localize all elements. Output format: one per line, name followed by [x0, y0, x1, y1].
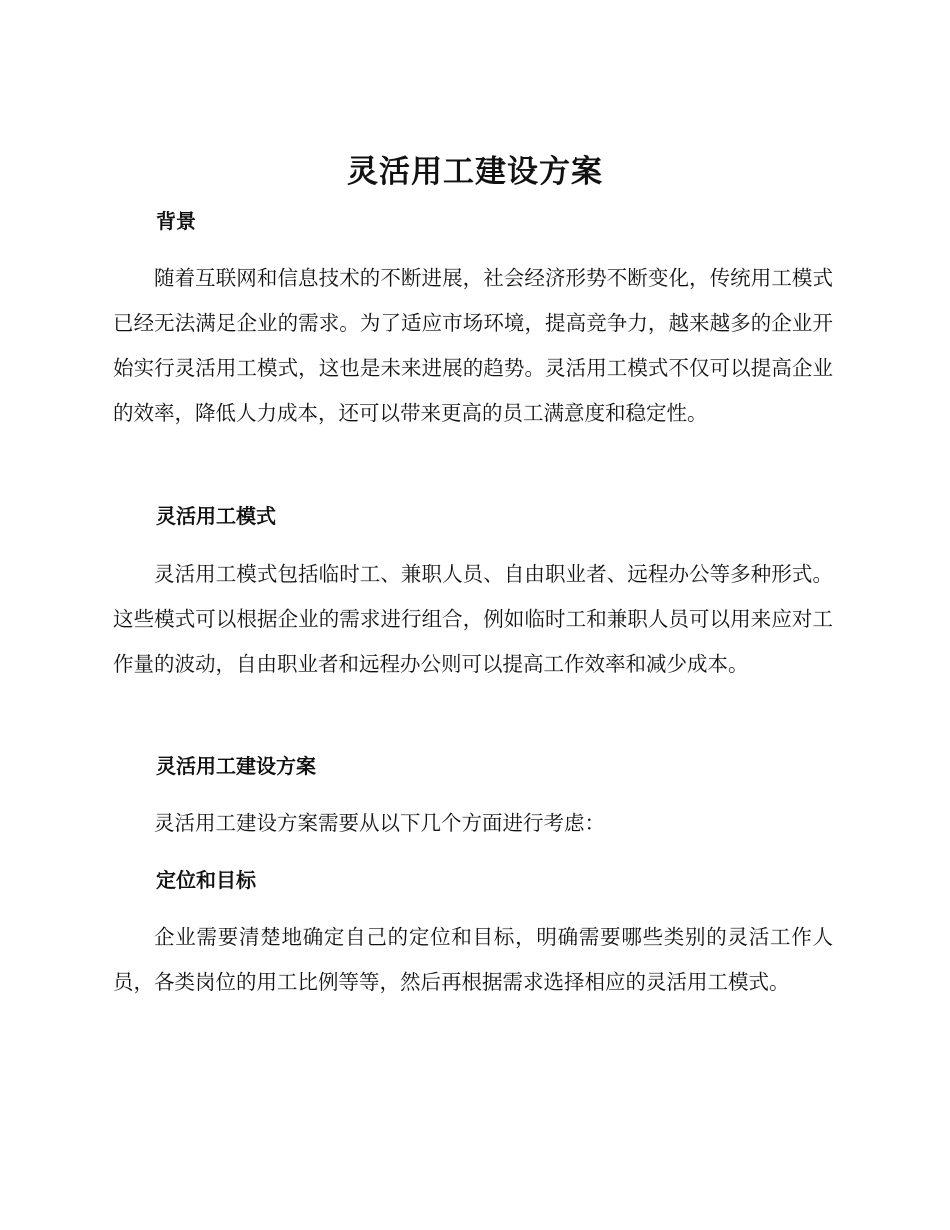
section-paragraph-construction-plan: 灵活用工建设方案需要从以下几个方面进行考虑：: [154, 811, 605, 835]
section-paragraph-flexible-mode: 灵活用工模式包括临时工、兼职人员、自由职业者、远程办公等多种形式。这些模式可以根据企业的需求进行组合，例如临时工和兼职人员可以用来应对工作量的波动，自由职业者和远程办公则可以提高工作效率和减少成本。: [113, 562, 833, 676]
section-heading-flexible-mode: 灵活用工模式: [156, 504, 276, 528]
section-paragraph-positioning-goals: 企业需要清楚地确定自己的定位和目标，明确需要哪些类别的灵活工作人员，各类岗位的用工比例等等，然后再根据需求选择相应的灵活用工模式。: [113, 925, 833, 994]
section-paragraph-background: 随着互联网和信息技术的不断进展，社会经济形势不断变化，传统用工模式已经无法满足企业的需求。为了适应市场环境，提高竞争力，越来越多的企业开始实行灵活用工模式，这也是未来进展的趋势。灵活用工模式不仅可以提高企业的效率，降低人力成本，还可以带来更高的员工满意度和稳定性。: [113, 266, 833, 425]
document-title: 灵活用工建设方案: [347, 154, 603, 190]
section-heading-positioning-goals: 定位和目标: [156, 868, 256, 892]
section-heading-background: 背景: [156, 209, 196, 233]
section-heading-construction-plan: 灵活用工建设方案: [156, 754, 316, 778]
